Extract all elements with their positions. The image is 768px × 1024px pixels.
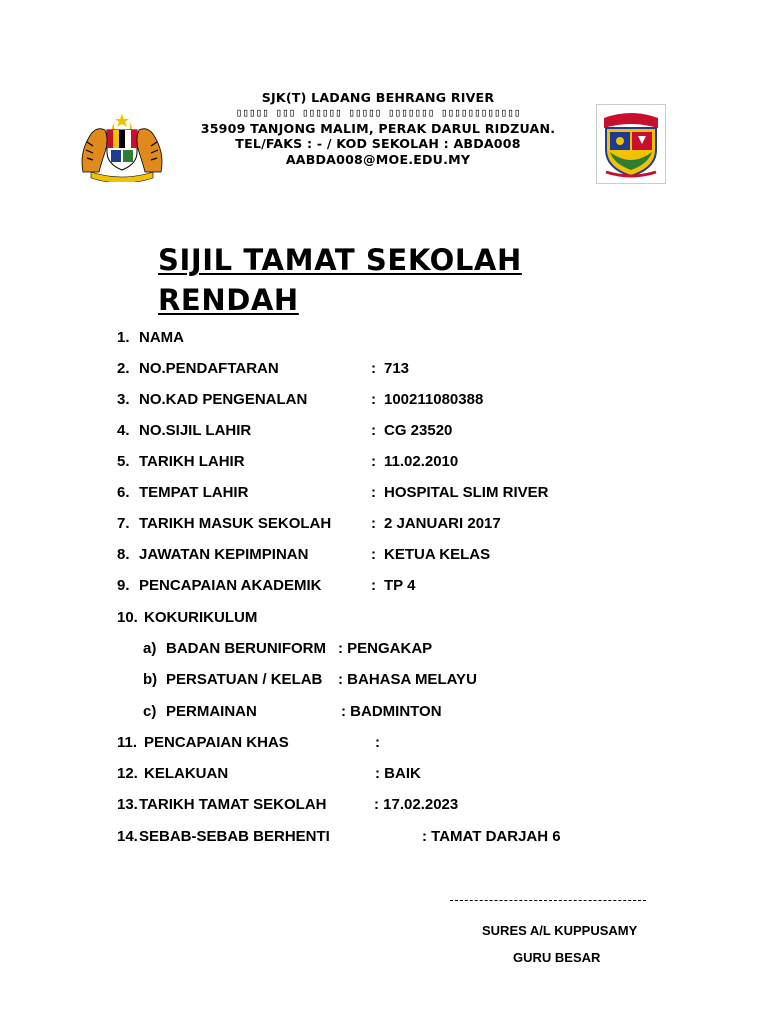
field-value: : BAIK (375, 765, 421, 782)
field-label: KOKURIKULUM (144, 609, 258, 626)
field-number: 10. (117, 609, 138, 626)
field-value: 100211080388 (384, 391, 484, 408)
field-number: 9. (117, 577, 130, 594)
sub-item-letter: c) (143, 703, 157, 720)
field-label: TARIKH MASUK SEKOLAH (139, 515, 332, 532)
field-row (117, 795, 617, 815)
sub-item-value: : BADMINTON (341, 703, 442, 720)
sub-item-value: : PENGAKAP (338, 640, 433, 657)
title-line-2: RENDAH (158, 283, 299, 317)
field-colon: : (371, 360, 376, 377)
field-number: 1. (117, 329, 130, 346)
field-label: SEBAB-SEBAB BERHENTI (139, 828, 330, 845)
field-number: 13. (117, 796, 138, 813)
malaysia-coat-of-arms-logo (77, 112, 167, 182)
field-row (117, 764, 617, 784)
field-row (117, 733, 617, 753)
field-label: TARIKH LAHIR (139, 453, 245, 470)
field-value: TP 4 (384, 577, 416, 594)
field-number: 12. (117, 765, 138, 782)
field-colon: : (371, 422, 376, 439)
signatory-name: SURES A/L KUPPUSAMY (482, 923, 638, 938)
sub-item-letter: a) (143, 640, 157, 657)
field-row (117, 390, 617, 410)
school-email: AABDA008@MOE.EDU.MY (285, 151, 471, 167)
field-number: 4. (117, 422, 130, 439)
field-label: NO.KAD PENGENALAN (139, 391, 308, 408)
field-colon: : (371, 484, 376, 501)
field-row (117, 483, 617, 503)
school-name: SJK(T) LADANG BEHRANG RIVER (261, 90, 495, 105)
field-row (117, 576, 617, 596)
field-label: KELAKUAN (144, 765, 229, 782)
field-number: 14. (117, 828, 138, 845)
sub-item-letter: b) (143, 671, 158, 688)
kokurikulum-row (143, 639, 543, 659)
kokurikulum-row (143, 702, 543, 722)
certificate-title (158, 240, 618, 320)
field-row (117, 328, 617, 348)
sub-item-value: : BAHASA MELAYU (338, 671, 477, 688)
field-label: JAWATAN KEPIMPINAN (139, 546, 309, 563)
field-label: NO.SIJIL LAHIR (139, 422, 252, 439)
title-line-1: SIJIL TAMAT SEKOLAH (158, 243, 522, 277)
field-number: 3. (117, 391, 130, 408)
field-label: TEMPAT LAHIR (139, 484, 249, 501)
field-colon: : (371, 577, 376, 594)
field-label: PENCAPAIAN AKADEMIK (139, 577, 322, 594)
field-number: 6. (117, 484, 130, 501)
field-number: 5. (117, 453, 130, 470)
field-row (117, 452, 617, 472)
kokurikulum-row (143, 670, 543, 690)
field-number: 11. (117, 734, 138, 751)
field-row (117, 545, 617, 565)
school-address: 35909 TANJONG MALIM, PERAK DARUL RIDZUAN. (200, 120, 556, 136)
field-value: CG 23520 (384, 422, 453, 439)
field-label: NO.PENDAFTARAN (139, 360, 279, 377)
field-row (117, 359, 617, 379)
field-value: 713 (384, 360, 410, 377)
school-header (170, 90, 586, 167)
field-row (117, 827, 617, 847)
field-number: 7. (117, 515, 130, 532)
field-value: 11.02.2010 (384, 453, 459, 470)
field-colon: : (371, 515, 376, 532)
field-value: : (375, 734, 380, 751)
field-label: NAMA (139, 329, 184, 346)
field-row (117, 608, 617, 628)
field-value: HOSPITAL SLIM RIVER (384, 484, 549, 501)
signature-line (450, 900, 646, 901)
field-colon: : (371, 391, 376, 408)
field-value: : 17.02.2023 (374, 796, 459, 813)
school-contact: TEL/FAKS : - / KOD SEKOLAH : ABDA008 (235, 136, 521, 152)
field-number: 2. (117, 360, 130, 377)
field-row (117, 514, 617, 534)
field-label: PENCAPAIAN KHAS (144, 734, 289, 751)
field-value: 2 JANUARI 2017 (384, 515, 501, 532)
sub-item-label: BADAN BERUNIFORM (166, 640, 326, 657)
school-name-tamil: ▯▯▯▯▯ ▯▯▯ ▯▯▯▯▯▯ ▯▯▯▯▯ ▯▯▯▯▯▯▯ ▯▯▯▯▯▯▯▯▯▯▯▯ (235, 106, 521, 120)
field-label: TARIKH TAMAT SEKOLAH (139, 796, 327, 813)
field-value: : TAMAT DARJAH 6 (422, 828, 561, 845)
field-row (117, 421, 617, 441)
school-crest-logo (596, 104, 666, 184)
signatory-title: GURU BESAR (513, 950, 601, 965)
field-value: KETUA KELAS (384, 546, 491, 563)
sub-item-label: PERSATUAN / KELAB (166, 671, 323, 688)
field-number: 8. (117, 546, 130, 563)
field-colon: : (371, 453, 376, 470)
field-colon: : (371, 546, 376, 563)
sub-item-label: PERMAINAN (166, 703, 257, 720)
